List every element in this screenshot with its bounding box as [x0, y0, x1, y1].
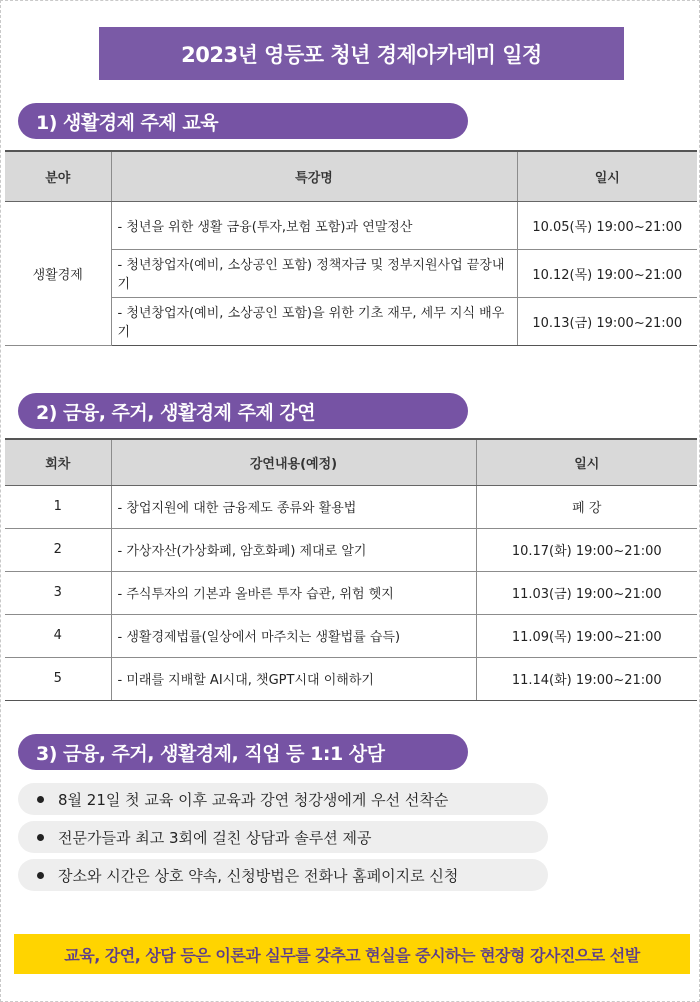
lecture-name: - 청년창업자(예비, 소상공인 포함) 정책자금 및 정부지원사업 끝장내기: [111, 249, 517, 297]
category-cell: 생활경제: [5, 201, 111, 345]
lecture-name: - 청년창업자(예비, 소상공인 포함)을 위한 기초 재무, 세무 지식 배우기: [111, 297, 517, 345]
column-header-lecture: 특강명: [111, 151, 517, 201]
table-row: [5, 657, 697, 700]
session-number: 3: [5, 571, 111, 614]
section3-heading: 3) 금융, 주거, 생활경제, 직업 등 1:1 상담: [18, 734, 468, 770]
table-row: [5, 485, 697, 528]
talk-content: - 창업지원에 대한 금융제도 종류와 활용법: [111, 485, 476, 528]
talk-datetime: 10.17(화) 19:00~21:00: [476, 528, 697, 571]
talk-datetime: 11.03(금) 19:00~21:00: [476, 571, 697, 614]
lecture-table: [5, 150, 697, 346]
session-number: 5: [5, 657, 111, 700]
talk-table: [5, 438, 697, 701]
bullet-text: 장소와 시간은 상호 약속, 신청방법은 전화나 홈페이지로 신청: [58, 866, 459, 885]
table-row: [5, 571, 697, 614]
session-number: 1: [5, 485, 111, 528]
list-item: [18, 859, 548, 891]
talk-content: - 주식투자의 기본과 올바른 투자 습관, 위험 헷지: [111, 571, 476, 614]
table-row: [5, 528, 697, 571]
column-header-datetime: 일시: [476, 439, 697, 485]
lecture-datetime: 10.12(목) 19:00~21:00: [517, 249, 697, 297]
lecture-name: - 청년을 위한 생활 금융(투자,보험 포함)과 연말정산: [111, 201, 517, 249]
session-number: 2: [5, 528, 111, 571]
column-header-session: 회차: [5, 439, 111, 485]
list-item: [18, 821, 548, 853]
column-header-field: 분야: [5, 151, 111, 201]
bullet-icon: [37, 834, 44, 841]
table-row: [5, 201, 697, 249]
talk-content: - 생활경제법률(일상에서 마주치는 생활법률 습득): [111, 614, 476, 657]
table-row: [5, 614, 697, 657]
talk-datetime: 11.14(화) 19:00~21:00: [476, 657, 697, 700]
bullet-icon: [37, 872, 44, 879]
talk-datetime: 폐 강: [476, 485, 697, 528]
column-header-datetime: 일시: [517, 151, 697, 201]
talk-content: - 미래를 지배할 AI시대, 챗GPT시대 이해하기: [111, 657, 476, 700]
section1-heading: 1) 생활경제 주제 교육: [18, 103, 468, 139]
section2-heading: 2) 금융, 주거, 생활경제 주제 강연: [18, 393, 468, 429]
talk-datetime: 11.09(목) 19:00~21:00: [476, 614, 697, 657]
list-item: [18, 783, 548, 815]
bullet-text: 전문가들과 최고 3회에 걸친 상담과 솔루션 제공: [58, 828, 372, 847]
page-title: 2023년 영등포 청년 경제아카데미 일정: [99, 27, 624, 80]
lecture-datetime: 10.13(금) 19:00~21:00: [517, 297, 697, 345]
column-header-content: 강연내용(예정): [111, 439, 476, 485]
table-header-row: [5, 151, 697, 201]
bullet-icon: [37, 796, 44, 803]
footer-banner: 교육, 강연, 상담 등은 이론과 실무를 갖추고 현실을 중시하는 현장형 강사진으로 선발: [14, 934, 690, 974]
bullet-text: 8월 21일 첫 교육 이후 교육과 강연 청강생에게 우선 선착순: [58, 790, 449, 809]
session-number: 4: [5, 614, 111, 657]
talk-content: - 가상자산(가상화폐, 암호화폐) 제대로 알기: [111, 528, 476, 571]
lecture-datetime: 10.05(목) 19:00~21:00: [517, 201, 697, 249]
table-header-row: [5, 439, 697, 485]
